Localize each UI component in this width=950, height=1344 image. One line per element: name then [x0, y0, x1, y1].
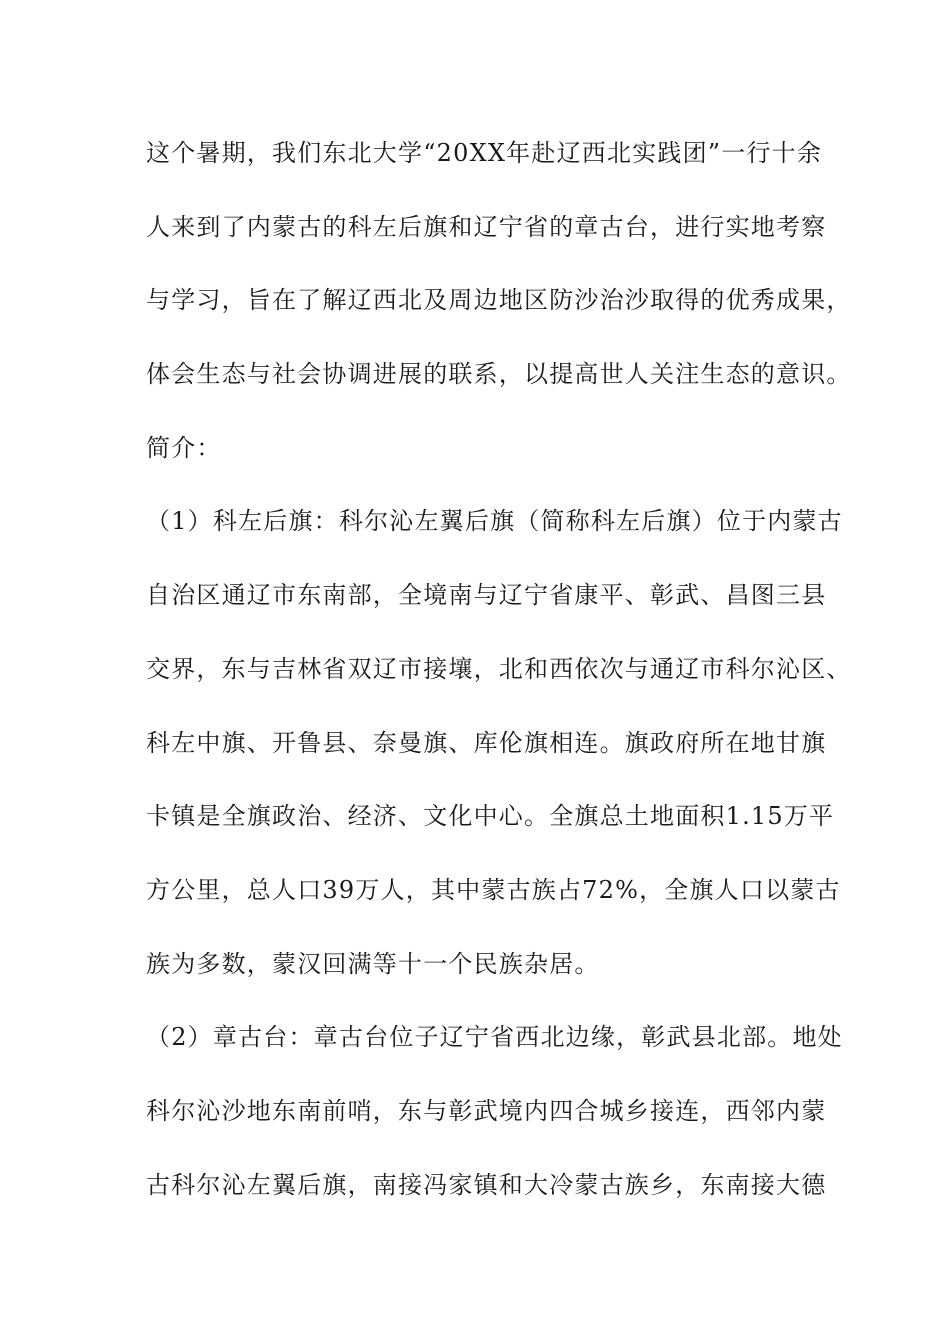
text-line: 这个暑期，我们东北大学“20XX年赴辽西北实践团”一行十余: [146, 139, 823, 167]
text-line: 卡镇是全旗政治、经济、文化中心。全旗总土地面积1.15万平: [146, 802, 835, 831]
text-line: 体会生态与社会协调进展的联系，以提高世人关注生态的意识。: [146, 360, 852, 389]
text-line: （1）科左后旗：科尔沁左翼后旗（简称科左后旗）位于内蒙古: [146, 507, 843, 536]
section-heading: 简介：: [146, 433, 222, 462]
text-line: 科左中旗、开鲁县、奈曼旗、库伦旗相连。旗政府所在地甘旗: [146, 728, 827, 757]
text-line: 与学习，旨在了解辽西北及周边地区防沙治沙取得的优秀成果，: [146, 286, 852, 315]
text-line: （2）章古台：章古台位子辽宁省西北边缘，彰武县北部。地处: [146, 1023, 843, 1052]
text-line: 科尔沁沙地东南前哨，东与彰武境内四合城乡接连，西邻内蒙: [146, 1096, 827, 1125]
text-line: 方公里，总人口39万人，其中蒙古族占72%，全旗人口以蒙古: [146, 875, 841, 904]
text-line: 自治区通辽市东南部，全境南与辽宁省康平、彰武、昌图三县: [146, 581, 827, 610]
text-line: 交界，东与吉林省双辽市接壤，北和西依次与通辽市科尔沁区、: [146, 654, 852, 683]
text-line: 古科尔沁左翼后旗，南接冯家镇和大冷蒙古族乡，东南接大德: [146, 1170, 827, 1199]
body-text: [146, 130, 852, 1235]
text-line: 族为多数，蒙汉回满等十一个民族杂居。: [146, 949, 600, 978]
text-line: 人来到了内蒙古的科左后旗和辽宁省的章古台，进行实地考察: [146, 212, 827, 241]
